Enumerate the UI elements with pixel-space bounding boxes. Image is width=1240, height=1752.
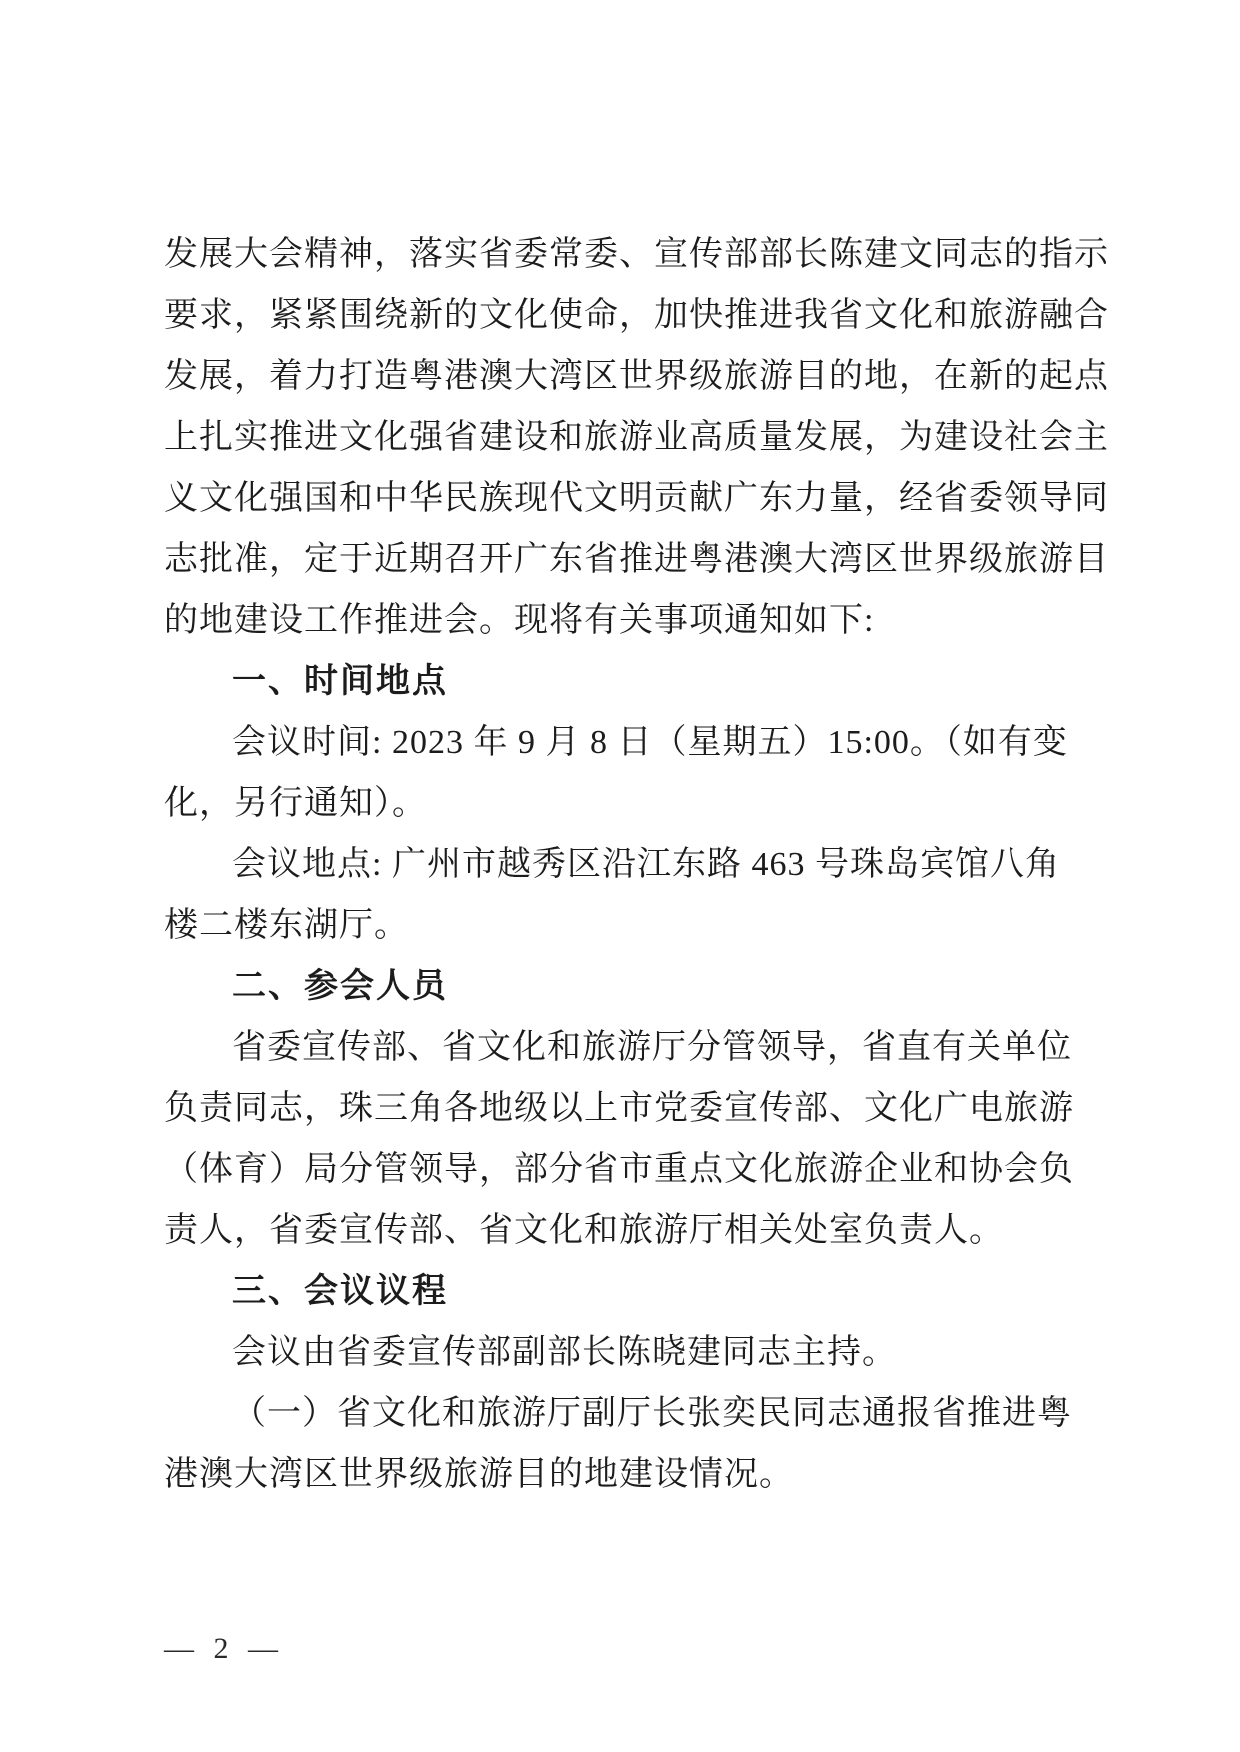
text-line: 义文化强国和中华民族现代文明贡献广东力量，经省委领导同 (164, 480, 1109, 517)
text-line: 化，另行通知）。 (164, 785, 427, 822)
section-heading: 一、时间地点 (232, 662, 448, 700)
text-line: 发展大会精神，落实省委常委、宣传部部长陈建文同志的指示 (164, 236, 1109, 273)
text-line: 上扎实推进文化强省建设和旅游业高质量发展，为建设社会主 (164, 419, 1109, 456)
document-text-block (164, 224, 1109, 1505)
text-line: 发展，着力打造粤港澳大湾区世界级旅游目的地，在新的起点 (164, 358, 1109, 395)
text-line: 志批准，定于近期召开广东省推进粤港澳大湾区世界级旅游目 (164, 541, 1109, 578)
text-line: 港澳大湾区世界级旅游目的地建设情况。 (164, 1456, 794, 1493)
text-line: 会议由省委宣传部副部长陈晓建同志主持。 (232, 1334, 897, 1371)
page-number: — 2 — (164, 1632, 284, 1665)
section-heading: 二、参会人员 (232, 967, 448, 1005)
text-line: 的地建设工作推进会。现将有关事项通知如下: (164, 602, 875, 639)
section-heading: 三、会议议程 (232, 1272, 448, 1310)
text-line: 要求，紧紧围绕新的文化使命，加快推进我省文化和旅游融合 (164, 297, 1109, 334)
text-line: 会议地点: 广州市越秀区沿江东路 463 号珠岛宾馆八角 (232, 846, 1060, 883)
text-line: 责人，省委宣传部、省文化和旅游厅相关处室负责人。 (164, 1212, 1004, 1249)
text-line: 省委宣传部、省文化和旅游厅分管领导，省直有关单位 (232, 1029, 1072, 1066)
text-line: （体育）局分管领导，部分省市重点文化旅游企业和协会负 (164, 1151, 1074, 1188)
text-line: （一）省文化和旅游厅副厅长张奕民同志通报省推进粤 (232, 1395, 1072, 1432)
text-line: 楼二楼东湖厅。 (164, 907, 409, 944)
text-line: 会议时间: 2023 年 9 月 8 日（星期五）15:00。（如有变 (232, 724, 1068, 761)
text-line: 负责同志，珠三角各地级以上市党委宣传部、文化广电旅游 (164, 1090, 1074, 1127)
